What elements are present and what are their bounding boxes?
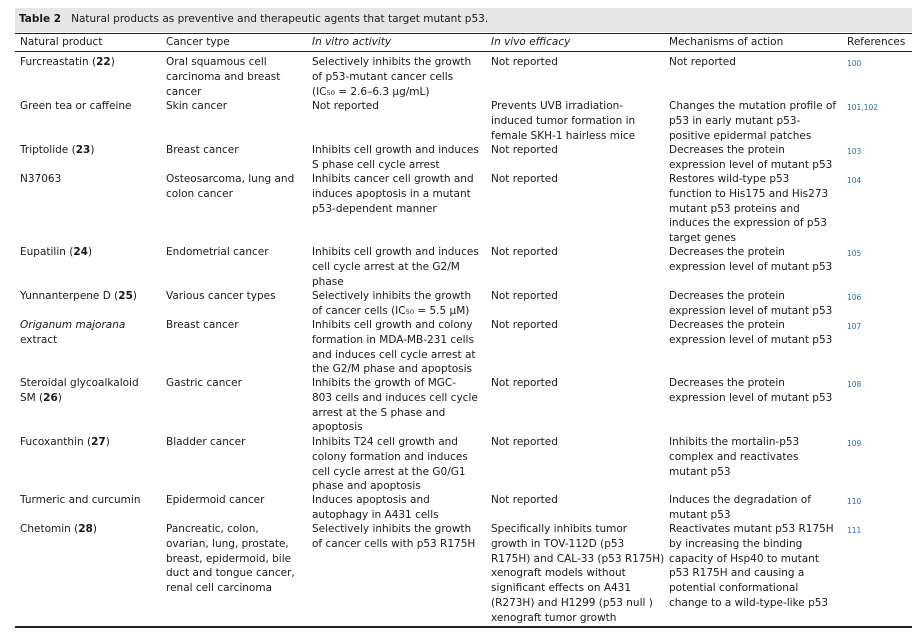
header-rule	[15, 51, 912, 52]
cell-references[interactable]: 107	[847, 322, 862, 331]
cell-mechanism: Decreases the protein expression level of mutant p53	[669, 319, 833, 346]
cell-in-vivo: Not reported	[491, 56, 558, 68]
cell-mechanism: Decreases the protein expression level of mutant p53	[669, 144, 833, 171]
cell-in-vivo: Not reported	[491, 173, 558, 185]
cell-mechanism: Inhibits the mortalin-p53 complex and reactivates mutant p53	[669, 436, 800, 478]
cell-references[interactable]: 101,102	[847, 103, 879, 112]
cell-in-vivo: Not reported	[491, 436, 558, 448]
header-references: References	[847, 36, 906, 48]
cell-product: Yunnanterpene D (25)	[20, 290, 137, 302]
cell-references[interactable]: 108	[847, 380, 862, 389]
cell-product: Triptolide (23)	[20, 144, 95, 156]
cell-in-vitro: Inhibits T24 cell growth and colony formation and induces cell cycle arrest at the G0/G1 phase and apoptosis	[312, 436, 468, 493]
cell-product: Steroidal glycoalkaloid SM (26)	[20, 377, 139, 404]
cell-cancer-type: Various cancer types	[166, 290, 276, 302]
cell-cancer-type: Oral squamous cell carcinoma and breast cancer	[166, 56, 281, 98]
table-title: Natural products as preventive and therapeutic agents that target mutant p53.	[71, 13, 489, 25]
cell-references[interactable]: 103	[847, 147, 862, 156]
cell-product: Turmeric and curcumin	[20, 494, 141, 506]
cell-in-vitro: Selectively inhibits the growth of cancer cells with p53 R175H	[312, 523, 476, 550]
cell-in-vitro: Inhibits the growth of MGC- 803 cells and induces cell cycle arrest at the S phase and apoptosis	[312, 377, 478, 434]
cell-product: Chetomin (28)	[20, 523, 97, 535]
cell-in-vivo: Prevents UVB irradiation- induced tumor formation in female SKH-1 hairless mice	[491, 100, 636, 142]
cell-in-vitro: Selectively inhibits the growth of p53-mutant cancer cells (IC₅₀ = 2.6–6.3 μg/mL)	[312, 56, 472, 98]
cell-in-vivo: Specifically inhibits tumor growth in TOV-112D (p53 R175H) and CAL-33 (p53 R175H) xenograft models without significant effects on A431 (R273H) and H1299 (p53 null ) xenograft tumor growth	[491, 523, 665, 624]
header-mechanism: Mechanisms of action	[669, 36, 784, 48]
cell-references[interactable]: 106	[847, 293, 862, 302]
cell-references[interactable]: 104	[847, 176, 862, 185]
header-in-vivo: In vivo efficacy	[491, 36, 571, 48]
cell-cancer-type: Breast cancer	[166, 144, 239, 156]
cell-in-vivo: Not reported	[491, 144, 558, 156]
table-caption-bar	[15, 8, 912, 32]
cell-product: Furcreastatin (22)	[20, 56, 115, 68]
cell-mechanism: Restores wild-type p53 function to His175 and His273 mutant p53 proteins and induces the expression of p53 target genes	[669, 173, 829, 245]
cell-in-vitro: Inhibits cancer cell growth and induces apoptosis in a mutant p53-dependent manner	[312, 173, 474, 215]
cell-in-vitro: Induces apoptosis and autophagy in A431 cells	[312, 494, 439, 521]
cell-product: Fucoxanthin (27)	[20, 436, 110, 448]
cell-in-vitro: Inhibits cell growth and induces cell cycle arrest at the G2/M phase	[312, 246, 479, 288]
cell-mechanism: Decreases the protein expression level of mutant p53	[669, 246, 833, 273]
cell-cancer-type: Bladder cancer	[166, 436, 246, 448]
cell-in-vivo: Not reported	[491, 246, 558, 258]
cell-references[interactable]: 111	[847, 526, 862, 535]
cell-cancer-type: Epidermoid cancer	[166, 494, 265, 506]
cell-mechanism: Decreases the protein expression level of mutant p53	[669, 377, 833, 404]
cell-references[interactable]: 100	[847, 59, 862, 68]
cell-cancer-type: Pancreatic, colon, ovarian, lung, prostate, breast, epidermoid, bile duct and tongue cancer, renal cell carcinoma	[166, 523, 295, 595]
cell-in-vitro: Inhibits cell growth and colony formation in MDA-MB-231 cells and induces cell cycle arrest at the G2/M phase and apoptosis	[312, 319, 476, 376]
cell-cancer-type: Gastric cancer	[166, 377, 242, 389]
cell-cancer-type: Skin cancer	[166, 100, 228, 112]
cell-mechanism: Induces the degradation of mutant p53	[669, 494, 811, 521]
cell-cancer-type: Osteosarcoma, lung and colon cancer	[166, 173, 295, 200]
cell-cancer-type: Endometrial cancer	[166, 246, 269, 258]
cell-product: Origanum majorana extract	[20, 319, 126, 346]
cell-in-vivo: Not reported	[491, 494, 558, 506]
cell-mechanism: Reactivates mutant p53 R175H by increasing the binding capacity of Hsp40 to mutant p53 R175H and causing a potential conformational change to a wild-type-like p53	[669, 523, 834, 609]
cell-cancer-type: Breast cancer	[166, 319, 239, 331]
table-caption	[19, 13, 488, 25]
table-number: Table 2	[19, 13, 62, 25]
cell-product: Green tea or caffeine	[20, 100, 132, 112]
header-in-vitro: In vitro activity	[312, 36, 392, 48]
bottom-rule	[15, 626, 912, 628]
cell-in-vitro: Not reported	[312, 100, 379, 112]
cell-mechanism: Not reported	[669, 56, 736, 68]
cell-product: N37063	[20, 173, 62, 185]
cell-in-vivo: Not reported	[491, 290, 558, 302]
cell-in-vivo: Not reported	[491, 319, 558, 331]
cell-mechanism: Changes the mutation profile of p53 in early mutant p53- positive epidermal patches	[669, 100, 837, 142]
cell-references[interactable]: 105	[847, 249, 862, 258]
cell-in-vitro: Inhibits cell growth and induces S phase cell cycle arrest	[312, 144, 479, 171]
header-cancer-type: Cancer type	[166, 36, 230, 48]
cell-in-vivo: Not reported	[491, 377, 558, 389]
cell-product: Eupatilin (24)	[20, 246, 93, 258]
header-product: Natural product	[20, 36, 103, 48]
cell-references[interactable]: 110	[847, 497, 862, 506]
top-rule	[15, 33, 912, 34]
cell-in-vitro: Selectively inhibits the growth of cancer cells (IC₅₀ = 5.5 μM)	[312, 290, 472, 317]
cell-mechanism: Decreases the protein expression level of mutant p53	[669, 290, 833, 317]
cell-references[interactable]: 109	[847, 439, 862, 448]
